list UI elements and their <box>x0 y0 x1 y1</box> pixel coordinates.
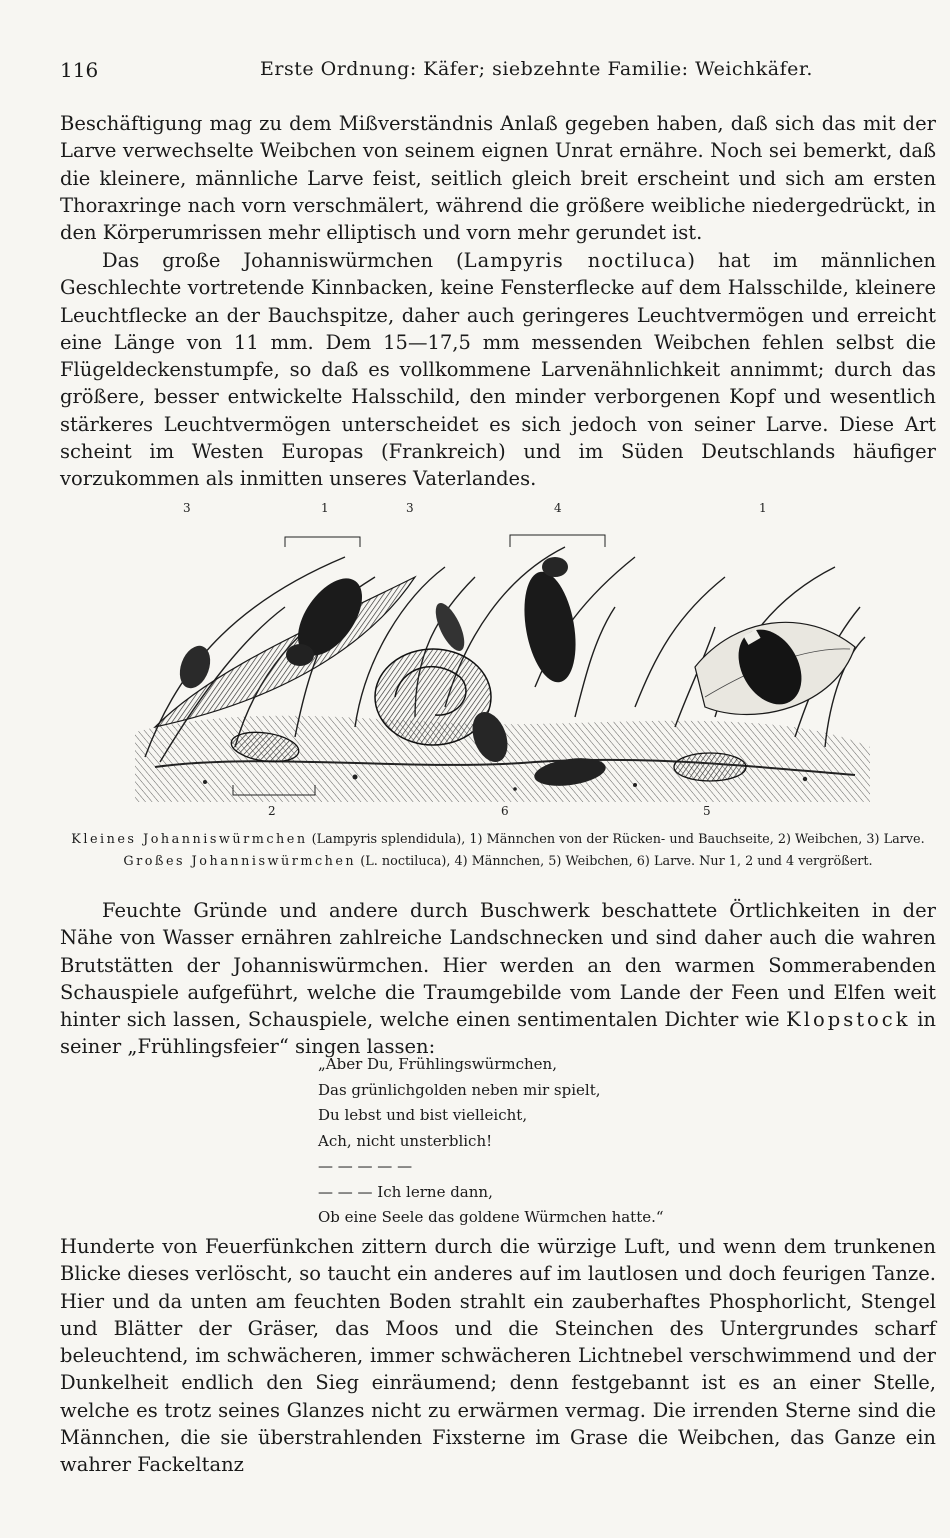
paragraph-2-text-a: Das große Johanniswürmchen ( <box>102 249 464 272</box>
firefly-illustration <box>115 497 875 817</box>
poet-name: Klopstock <box>786 1008 911 1032</box>
paragraph-1: Beschäftigung mag zu dem Mißverständnis Anlaß gegeben haben, daß sich das mit der Larve verwechselte Weibchen von seinem eignen Unrat ernähre. Noch sei bemerkt, daß die kleinere, männliche Larve feist, seitlich gleich breit erscheint und sich am ersten Thoraxringe nach vorn verschmälert, während die größere weibliche niedergedrückt, in den Körperumrissen mehr elliptisch und vorn mehr gerundet ist. <box>60 112 936 245</box>
verse-line: Ob eine Seele das goldene Würmchen hatte.“ <box>318 1208 664 1226</box>
paragraph-3 <box>60 897 936 1061</box>
figure-label: 3 <box>406 501 414 515</box>
verse-line: Ach, nicht unsterblich! <box>318 1131 493 1150</box>
caption-species-1: Kleines Johanniswürmchen <box>71 832 308 847</box>
caption-species-2: Großes Johanniswürmchen <box>123 854 357 869</box>
verse-line: Du lebst und bist vielleicht, <box>318 1106 528 1124</box>
figure-label: 3 <box>183 501 191 515</box>
caption-line-2: (L. noctiluca), 4) Männchen, 5) Weibchen, 6) Larve. Nur 1, 2 und 4 vergrößert. <box>356 854 873 869</box>
figure-label: 6 <box>501 804 509 818</box>
verse-quote <box>318 1052 738 1231</box>
verse-line: — — — Ich lerne dann, <box>318 1182 493 1201</box>
latin-name: Lampyris noctiluca <box>463 249 688 272</box>
verse-line: — — — — — <box>318 1157 413 1175</box>
paragraph-3-text-a: Feuchte Gründe und andere durch Buschwerk beschattete Örtlichkeiten in der Nähe von Wasser ernähren zahlreiche Landschnecken und sind daher auch die wahren Brutstätten der Johanniswürmchen. Hier werden an den warmen Sommerabenden Schauspiele aufgeführt, welche die Traumgebilde vom Lande der Feen und Elfen weit hinter sich lassen, Schauspiele, welche einen sentimentalen Dichter wie <box>60 899 936 1032</box>
paragraph-2 <box>60 247 936 493</box>
paragraph-3-text-b: in seiner „Frühlingsfeier“ singen lassen: <box>60 1008 936 1059</box>
verse-line: „Aber Du, Frühlingswürmchen, <box>318 1055 557 1073</box>
paragraph-2-text-b: ) hat im männlichen Geschlechte vortretende Kinnbacken, keine Fensterflecke auf dem Halsschilde, kleinere Leuchtflecke an der Bauchspitze, daher auch geringeres Leuchtvermögen und erreicht eine Länge von 11 mm. Dem 15—17,5 mm messenden Weibchen fehlen selbst die Flügeldeckenstumpfe, so daß es vollkommene Larvenähnlichkeit annimmt; durch das größere, besser entwickelte Halsschild, den minder verborgenen Kopf und wesentlich stärkeres Leuchtvermögen unterscheidet es sich jedoch von seiner Larve. Diese Art scheint im Westen Europas (Frankreich) und im Süden Deutschlands häufiger vorzukommen als inmitten unseres Vaterlandes. <box>60 249 936 491</box>
figure-label: 1 <box>321 501 329 515</box>
paragraph-4: Hunderte von Feuerfünkchen zittern durch die würzige Luft, und wenn dem trunkenen Blicke dieses verlöscht, so taucht ein anderes auf im lautlosen und doch feurigen Tanze. Hier und da unten am feuchten Boden strahlt ein zauberhaftes Phosphorlicht, Stengel und Blätter der Gräser, das Moos und die Steinchen des Untergrundes scharf beleuchtend, im schwächeren, immer schwächeren Lichtnebel verschwimmend und der Dunkelheit endlich den Sieg einräumend; denn festgebannt ist es an einer Stelle, welche es trotz seines Glanzes nicht zu erwärmen vermag. Die irrenden Sterne sind die Männchen, die sie überstrahlenden Fixsterne im Grase die Weibchen, das Ganze ein wahrer Fackeltanz <box>60 1235 936 1477</box>
figure-caption <box>60 829 936 873</box>
figure-label: 1 <box>759 501 767 515</box>
page-number: 116 <box>60 58 99 82</box>
verse-line: Das grünlichgolden neben mir spielt, <box>318 1080 601 1099</box>
figure-label: 5 <box>703 804 711 818</box>
figure-label: 4 <box>554 501 562 515</box>
running-head: Erste Ordnung: Käfer; siebzehnte Familie: Weichkäfer. <box>260 58 813 80</box>
figure-label: 2 <box>268 804 276 818</box>
caption-line-1: (Lampyris splendidula), 1) Männchen von der Rücken- und Bauchseite, 2) Weibchen, 3) Larve. <box>307 832 925 847</box>
page-header <box>60 58 936 88</box>
engraving-scene <box>115 517 875 817</box>
